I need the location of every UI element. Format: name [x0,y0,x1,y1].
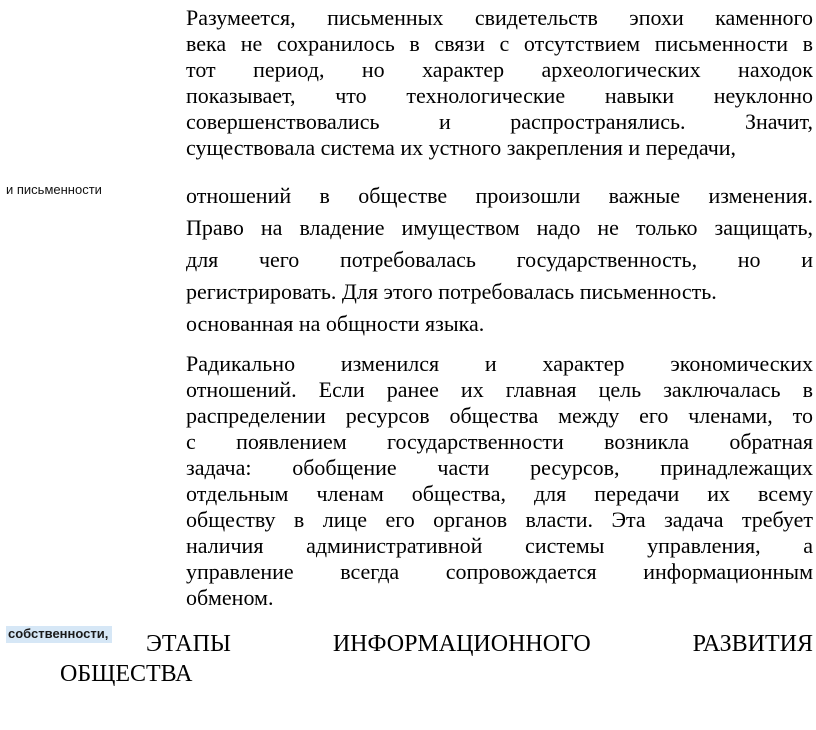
paragraph-1-line: Разумеется, письменных свидетельств эпохи каменного [186,5,813,30]
paragraph-3 [186,351,813,611]
paragraph-2-line: регистрировать. Для этого потребовалась письменность. [186,279,717,304]
paragraph-2-line: Право на владение имуществом надо не только защищать, [186,215,813,240]
section-heading-line-2: ОБЩЕСТВА [60,661,193,687]
paragraph-2-line: отношений в обществе произошли важные изменения. [186,183,813,208]
paragraph-1-line: существовала система их устного закрепления и передачи, [186,135,737,160]
highlighted-word: собственности, [6,626,112,643]
paragraph-3-line: Радикально изменился и характер экономических [186,351,813,376]
paragraph-1-line: совершенствовались и распространялись. Значит, [186,109,813,134]
paragraph-3-line: задача: обобщение части ресурсов, принадлежащих [186,455,813,480]
paragraph-2-line: основанная на общности языка. [186,311,485,336]
paragraph-2 [186,180,813,340]
paragraph-3-line: обществу в лице его органов власти. Эта задача требует [186,507,813,532]
section-heading-line-1: ЭТАПЫ ИНФОРМАЦИОННОГО РАЗВИТИЯ [146,631,813,657]
paragraph-1 [186,5,813,161]
paragraph-2-line: для чего потребовалась государственность, но и [186,247,813,272]
paragraph-3-line: распределении ресурсов общества между его членами, то [186,403,813,428]
paragraph-3-line: с появлением государственности возникла обратная [186,429,813,454]
paragraph-1-line: тот период, но характер археологических находок [186,57,813,82]
section-heading [60,629,813,689]
paragraph-1-line: века не сохранилось в связи с отсутствием письменности в [186,31,813,56]
paragraph-3-line: отношений. Если ранее их главная цель заключалась в [186,377,813,402]
paragraph-1-line: показывает, что технологические навыки неуклонно [186,83,813,108]
paragraph-3-line: обменом. [186,585,274,610]
paragraph-3-line: управление всегда сопровождается информационным [186,559,813,584]
paragraph-3-line: наличия административной системы управления, а [186,533,813,558]
paragraph-3-line: отдельным членам общества, для передачи их всему [186,481,813,506]
margin-note: и письменности [6,182,102,197]
